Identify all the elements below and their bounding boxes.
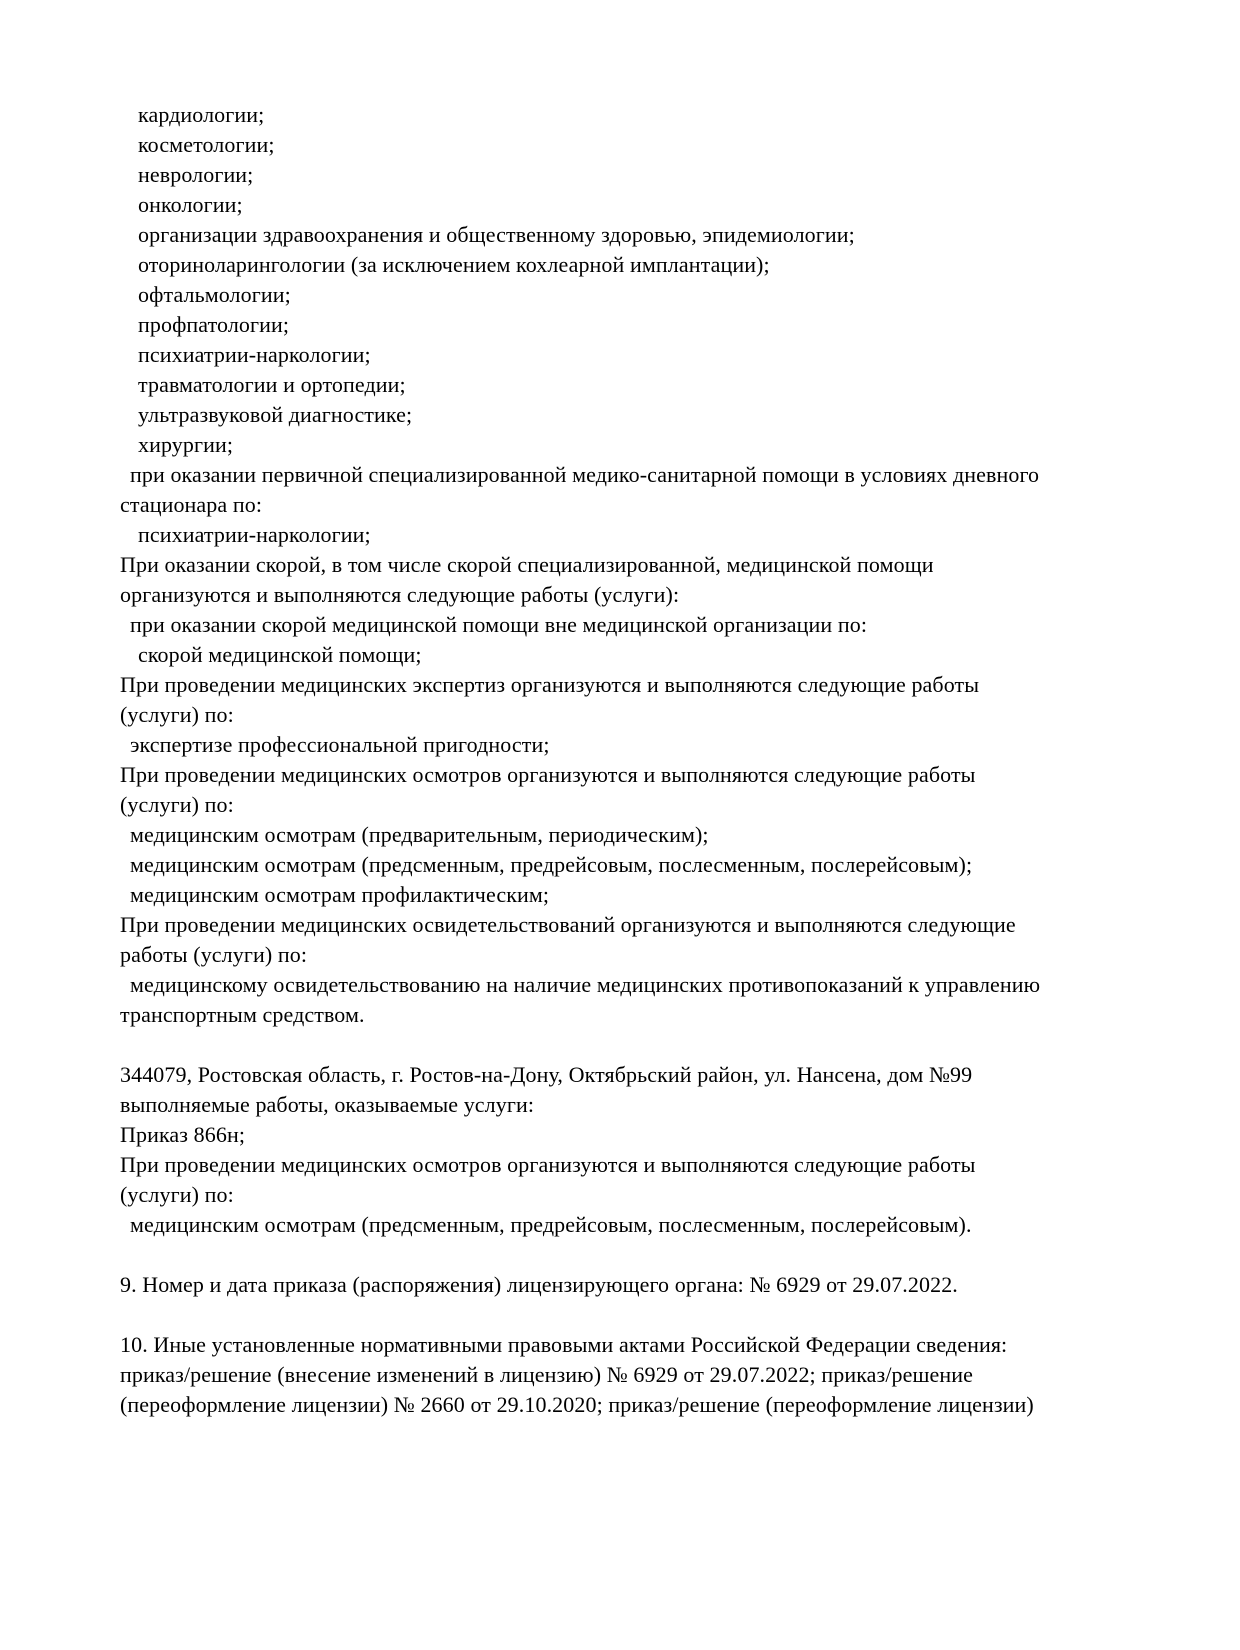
document-line: травматологии и ортопедии;: [138, 372, 406, 397]
document-line: оториноларингологии (за исключением кохлеарной имплантации);: [138, 252, 770, 277]
document-line: стационара по:: [120, 492, 263, 517]
document-line: приказ/решение (внесение изменений в лицензию) № 6929 от 29.07.2022; приказ/решение: [120, 1362, 974, 1387]
document-line: офтальмологии;: [138, 282, 291, 307]
document-line: (услуги) по:: [120, 792, 234, 817]
document-line: [120, 1030, 1200, 1060]
document-line: ультразвуковой диагностике;: [138, 402, 413, 427]
document-line: При проведении медицинских экспертиз организуются и выполняются следующие работы: [120, 672, 980, 697]
document-line: медицинским осмотрам профилактическим;: [130, 882, 550, 907]
document-lines: [120, 100, 1200, 1420]
document-line: (услуги) по:: [120, 1182, 234, 1207]
document-line: профпатологии;: [138, 312, 290, 337]
document-line: Приказ 866н;: [120, 1122, 246, 1147]
document-line: работы (услуги) по:: [120, 942, 308, 967]
document-line: При проведении медицинских осмотров организуются и выполняются следующие работы: [120, 1152, 976, 1177]
document-line: онкологии;: [138, 192, 243, 217]
document-line: медицинским осмотрам (предварительным, периодическим);: [130, 822, 709, 847]
document-line: При проведении медицинских осмотров организуются и выполняются следующие работы: [120, 762, 976, 787]
document-line: медицинским осмотрам (предсменным, предрейсовым, послесменным, послерейсовым).: [130, 1212, 972, 1237]
document-line: При проведении медицинских освидетельствований организуются и выполняются следующие: [120, 912, 1016, 937]
document-line: 9. Номер и дата приказа (распоряжения) лицензирующего органа: № 6929 от 29.07.2022.: [120, 1272, 958, 1297]
document-line: медицинским осмотрам (предсменным, предрейсовым, послесменным, послерейсовым);: [130, 852, 973, 877]
document-line: экспертизе профессиональной пригодности;: [130, 732, 550, 757]
document-line: При оказании скорой, в том числе скорой специализированной, медицинской помощи: [120, 552, 934, 577]
document-line: хирургии;: [138, 432, 234, 457]
document-line: организуются и выполняются следующие работы (услуги):: [120, 582, 680, 607]
document-line: организации здравоохранения и общественному здоровью, эпидемиологии;: [138, 222, 855, 247]
document-line: психиатрии-наркологии;: [138, 522, 371, 547]
document-line: психиатрии-наркологии;: [138, 342, 371, 367]
document-line: (услуги) по:: [120, 702, 234, 727]
document-line: выполняемые работы, оказываемые услуги:: [120, 1092, 535, 1117]
document-line: кардиологии;: [138, 102, 265, 127]
document-line: медицинскому освидетельствованию на наличие медицинских противопоказаний к управлению: [130, 972, 1041, 997]
document-line: 344079, Ростовская область, г. Ростов-на-Дону, Октябрьский район, ул. Нансена, дом №99: [120, 1062, 973, 1087]
document-line: (переоформление лицензии) № 2660 от 29.10.2020; приказ/решение (переоформление лицензии): [120, 1392, 1034, 1417]
document-line: транспортным средством.: [120, 1002, 365, 1027]
document-line: при оказании скорой медицинской помощи вне медицинской организации по:: [130, 612, 868, 637]
document-line: при оказании первичной специализированной медико-санитарной помощи в условиях дневного: [130, 462, 1040, 487]
document-line: [120, 1240, 1200, 1270]
document-line: скорой медицинской помощи;: [138, 642, 422, 667]
document-line: неврологии;: [138, 162, 254, 187]
document-line: [120, 1300, 1200, 1330]
document-line: косметологии;: [138, 132, 275, 157]
document-line: 10. Иные установленные нормативными правовыми актами Российской Федерации сведения:: [120, 1332, 1008, 1357]
